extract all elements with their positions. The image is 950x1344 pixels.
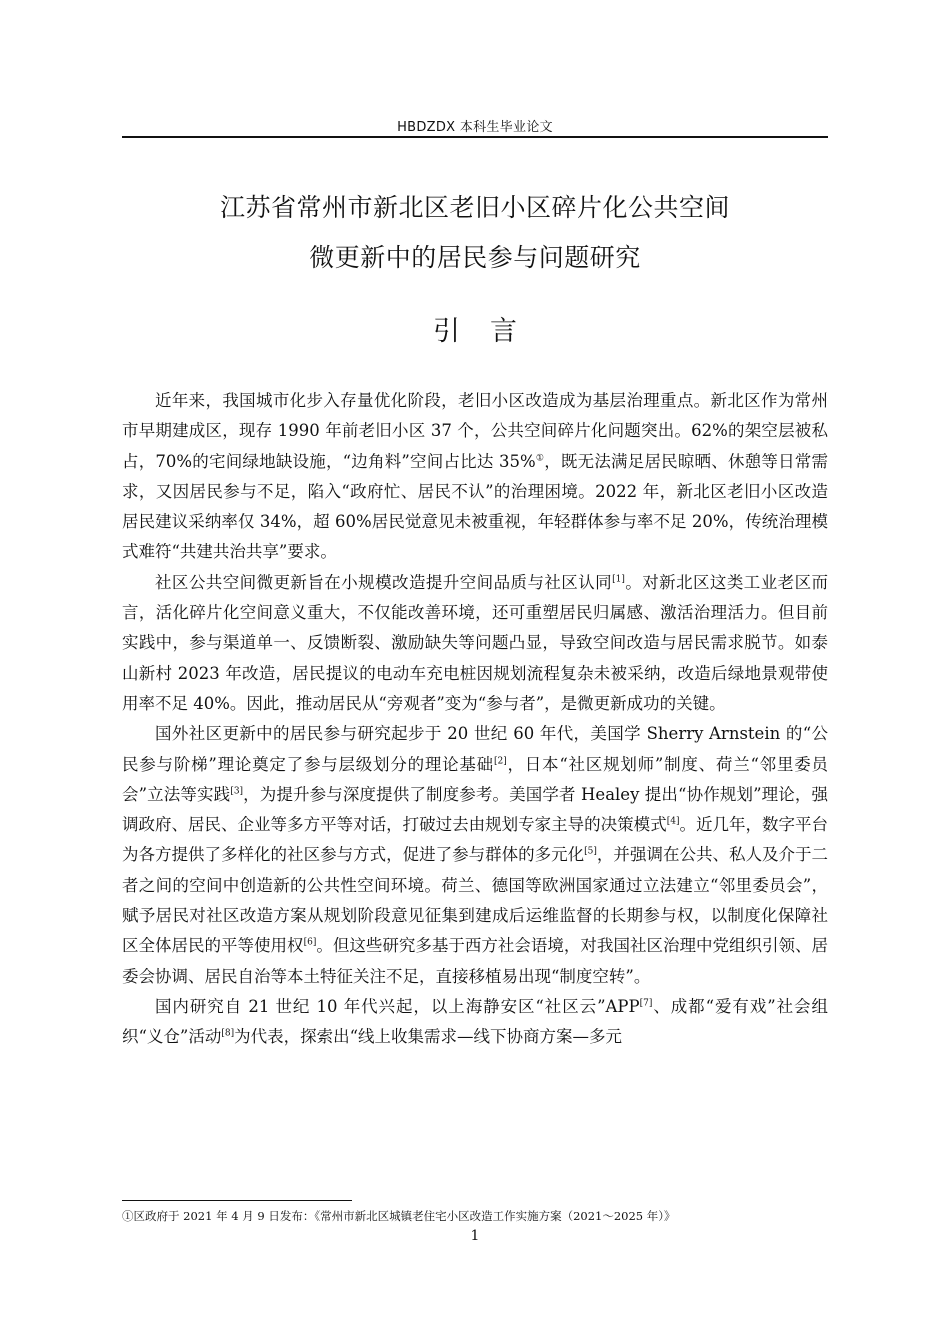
citation-ref: [7] — [639, 998, 653, 1009]
p4-text-c: 为代表，探索出“线上收集需求—线下协商方案—多元 — [234, 1027, 623, 1047]
p4-text-a: 国内研究自 21 世纪 10 年代兴起，以上海静安区“社区云”APP — [155, 996, 640, 1016]
citation-ref: [4] — [666, 816, 680, 827]
thesis-title-line-1: 江苏省常州市新北区老旧小区碎片化公共空间 — [219, 193, 730, 222]
p3-text-a: 国外社区更新中的居民参与研究起步于 20 世纪 60 年代，美国学 Sherry Arnstein 的“公民参与阶梯”理论奠定了参与层级划分的理论基础 — [122, 724, 828, 774]
p1-text-a: 近年来，我国城市化步入存量优化阶段，老旧小区改造成为基层治理重点。新北区作为常州市早期建成区，现存 1990 年前老旧小区 37 个，公共空间碎片化问题突出。62%的架空层被私占，70%的宅间绿地缺设施，“边角料”空间占比达 35% — [122, 391, 828, 471]
p3-text-c: ，为提升参与深度提供了制度参考。美国学者 Healey 提出“协作规划”理论，强调政府、居民、企业等多方平等对话，打破过去由规划专家主导的决策模式 — [122, 784, 829, 835]
body-text — [122, 386, 828, 1053]
p1-text-b: ，既无法满足居民晾晒、休憩等日常需求，又因居民参与不足，陷入“政府忙、居民不认”的治理困境。2022 年，新北区老旧小区改造居民建议采纳率仅 34%，超 60%居民觉意见未被重视，年轻群体参与率不足 20%，传统治理模式难符“共建共治共享”要求。 — [122, 451, 829, 562]
p3-text-b: ，日本“社区规划师”制度、荷兰“邻里委员会”立法等实践 — [122, 754, 829, 804]
paragraph-1 — [122, 386, 828, 568]
footnote: ①区政府于 2021 年 4 月 9 日发布：《常州市新北区城镇老住宅小区改造工作实施方案（2021～2025 年）》 — [122, 1209, 676, 1223]
citation-ref: [2] — [493, 756, 507, 767]
citation-ref: [6] — [303, 937, 317, 948]
citation-ref: [3] — [230, 786, 244, 797]
p3-text-d: 。近几年，数字平台为各方提供了多样化的社区参与方式，促进了参与群体的多元化 — [122, 815, 829, 865]
page-number: 1 — [470, 1228, 480, 1244]
p2-text-b: 。对新北区这类工业老区而言，活化碎片化空间意义重大，不仅能改善环境，还可重塑居民归属感、激活治理活力。但目前实践中，参与渠道单一、反馈断裂、激励缺失等问题凸显，导致空间改造与居民需求脱节。如泰山新村 2023 年改造，居民提议的电动车充电桩因规划流程复杂未被采纳，改造后绿地景观带使用率不足 40%。因此，推动居民从“旁观者”变为“参与者”，是微更新成功的关键。 — [122, 572, 829, 713]
running-header: HBDZDX 本科生毕业论文 — [397, 120, 553, 135]
citation-ref: [8] — [221, 1028, 235, 1039]
footnote-rule — [122, 1200, 352, 1201]
header-rule — [122, 136, 828, 138]
p2-text-a: 社区公共空间微更新旨在小规模改造提升空间品质与社区认同 — [155, 572, 613, 592]
footnote-marker: ① — [535, 453, 545, 464]
paragraph-2 — [122, 568, 828, 719]
p3-text-e: ，并强调在公共、私人及介于二者之间的空间中创造新的公共性空间环境。荷兰、德国等欧洲国家通过立法建立“邻里委员会”，赋予居民对社区改造方案从规划阶段意见征集到建成后运维监督的长期参与权，以制度化保障社区全体居民的平等使用权 — [122, 845, 829, 956]
p3-text-f: 。但这些研究多基于西方社会语境，对我国社区治理中党组织引领、居委会协调、居民自治等本土特征关注不足，直接移植易出现“制度空转”。 — [122, 936, 829, 986]
citation-ref: [1] — [612, 574, 625, 585]
paragraph-3 — [122, 719, 828, 992]
thesis-title-line-2: 微更新中的居民参与问题研究 — [309, 243, 641, 272]
section-heading: 引言 — [433, 316, 547, 347]
citation-ref: [5] — [584, 846, 597, 857]
p4-text-b: 、成都“爱有戏”社会组织“义仓”活动 — [122, 996, 828, 1047]
paragraph-4 — [122, 992, 828, 1053]
